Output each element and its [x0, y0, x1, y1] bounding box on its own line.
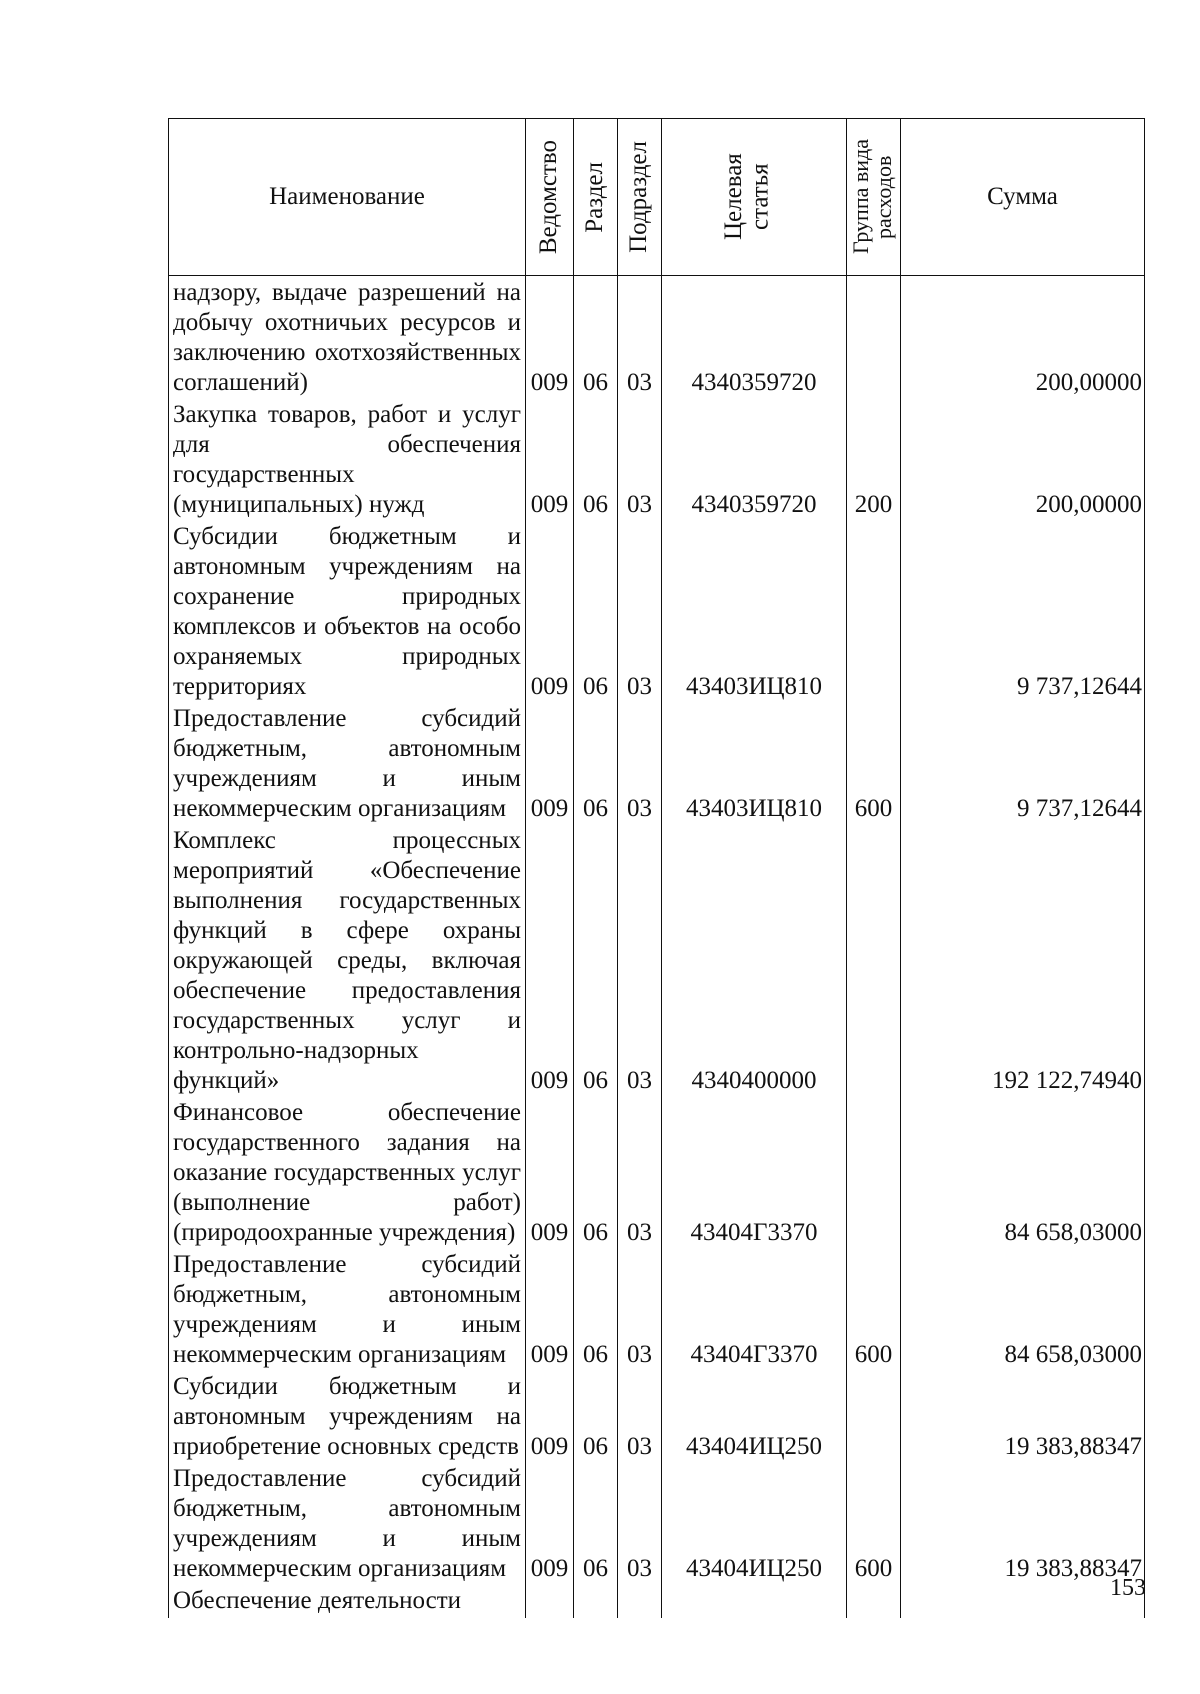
department-cell — [526, 1584, 574, 1618]
section-cell: 06 — [574, 1462, 618, 1584]
amount-cell: 84 658,03000 — [901, 1096, 1145, 1248]
expense-group-cell: 600 — [847, 1462, 901, 1584]
section-cell: 06 — [574, 702, 618, 824]
target-article-cell: 4340400000 — [662, 824, 847, 1096]
amount-cell: 9 737,12644 — [901, 520, 1145, 702]
amount-cell: 19 383,88347 — [901, 1462, 1145, 1584]
expense-group-cell: 600 — [847, 1248, 901, 1370]
amount-cell — [901, 1584, 1145, 1618]
subsection-cell — [618, 1584, 662, 1618]
target-article-cell: 43403ИЦ810 — [662, 702, 847, 824]
expense-group-cell: 600 — [847, 702, 901, 824]
table-header-row — [169, 119, 1145, 276]
row-name-cell: Субсидии бюджетным и автономным учреждениям на приобретение основных средств — [169, 1370, 526, 1462]
section-cell: 06 — [574, 398, 618, 520]
table-row — [169, 1096, 1145, 1248]
header-target-article: Целевая статья — [662, 119, 847, 276]
department-cell: 009 — [526, 1248, 574, 1370]
subsection-cell: 03 — [618, 1096, 662, 1248]
expense-group-cell — [847, 1584, 901, 1618]
table-row — [169, 1584, 1145, 1618]
row-name-cell: Предоставление субсидий бюджетным, автономным учреждениям и иным некоммерческим организациям — [169, 1462, 526, 1584]
expense-group-cell — [847, 1096, 901, 1248]
section-cell: 06 — [574, 276, 618, 399]
header-subsection: Подраздел — [618, 119, 662, 276]
row-name-cell: надзору, выдаче разрешений на добычу охотничьих ресурсов и заключению охотхозяйственных соглашений) — [169, 276, 526, 399]
subsection-cell: 03 — [618, 1248, 662, 1370]
target-article-cell: 43404Г3370 — [662, 1248, 847, 1370]
subsection-cell: 03 — [618, 702, 662, 824]
target-article-cell: 43404ИЦ250 — [662, 1370, 847, 1462]
target-article-cell: 4340359720 — [662, 276, 847, 399]
header-name: Наименование — [169, 119, 526, 276]
subsection-cell: 03 — [618, 398, 662, 520]
amount-cell: 19 383,88347 — [901, 1370, 1145, 1462]
table-row — [169, 824, 1145, 1096]
target-article-cell: 43404Г3370 — [662, 1096, 847, 1248]
subsection-cell: 03 — [618, 276, 662, 399]
target-article-cell: 4340359720 — [662, 398, 847, 520]
expense-group-cell — [847, 1370, 901, 1462]
amount-cell: 9 737,12644 — [901, 702, 1145, 824]
subsection-cell: 03 — [618, 1370, 662, 1462]
table-row — [169, 1462, 1145, 1584]
row-name-cell: Комплекс процессных мероприятий «Обеспечение выполнения государственных функций в сфере охраны окружающей среды, включая обеспечение предоставления государственных услуг и контрольно-надзорных функций» — [169, 824, 526, 1096]
department-cell: 009 — [526, 398, 574, 520]
table-row — [169, 1248, 1145, 1370]
expense-group-cell — [847, 824, 901, 1096]
target-article-cell: 43403ИЦ810 — [662, 520, 847, 702]
section-cell: 06 — [574, 1248, 618, 1370]
amount-cell: 84 658,03000 — [901, 1248, 1145, 1370]
target-article-cell — [662, 1584, 847, 1618]
expense-group-cell — [847, 276, 901, 399]
expense-group-cell — [847, 520, 901, 702]
section-cell: 06 — [574, 1096, 618, 1248]
department-cell: 009 — [526, 276, 574, 399]
section-cell: 06 — [574, 520, 618, 702]
header-department: Ведомство — [526, 119, 574, 276]
department-cell: 009 — [526, 702, 574, 824]
table-row — [169, 1370, 1145, 1462]
header-section: Раздел — [574, 119, 618, 276]
section-cell: 06 — [574, 1370, 618, 1462]
table-row — [169, 520, 1145, 702]
subsection-cell: 03 — [618, 824, 662, 1096]
row-name-cell: Финансовое обеспечение государственного задания на оказание государственных услуг (выполнение работ) (природоохранные учреждения) — [169, 1096, 526, 1248]
department-cell: 009 — [526, 1462, 574, 1584]
row-name-cell: Субсидии бюджетным и автономным учреждениям на сохранение природных комплексов и объектов на особо охраняемых природных территориях — [169, 520, 526, 702]
row-name-cell: Обеспечение деятельности — [169, 1584, 526, 1618]
subsection-cell: 03 — [618, 520, 662, 702]
subsection-cell: 03 — [618, 1462, 662, 1584]
amount-cell: 200,00000 — [901, 398, 1145, 520]
department-cell: 009 — [526, 520, 574, 702]
table-row — [169, 398, 1145, 520]
amount-cell: 200,00000 — [901, 276, 1145, 399]
department-cell: 009 — [526, 824, 574, 1096]
section-cell: 06 — [574, 824, 618, 1096]
target-article-cell: 43404ИЦ250 — [662, 1462, 847, 1584]
amount-cell: 192 122,74940 — [901, 824, 1145, 1096]
section-cell — [574, 1584, 618, 1618]
header-expense-group: Группа вида расходов — [847, 119, 901, 276]
row-name-cell: Предоставление субсидий бюджетным, автономным учреждениям и иным некоммерческим организациям — [169, 702, 526, 824]
department-cell: 009 — [526, 1096, 574, 1248]
table-row — [169, 702, 1145, 824]
row-name-cell: Закупка товаров, работ и услуг для обеспечения государственных (муниципальных) нужд — [169, 398, 526, 520]
header-amount: Сумма — [901, 119, 1145, 276]
expense-group-cell: 200 — [847, 398, 901, 520]
row-name-cell: Предоставление субсидий бюджетным, автономным учреждениям и иным некоммерческим организациям — [169, 1248, 526, 1370]
budget-table — [168, 118, 1145, 1618]
table-row — [169, 276, 1145, 399]
department-cell: 009 — [526, 1370, 574, 1462]
page-number: 153 — [1110, 1575, 1146, 1601]
